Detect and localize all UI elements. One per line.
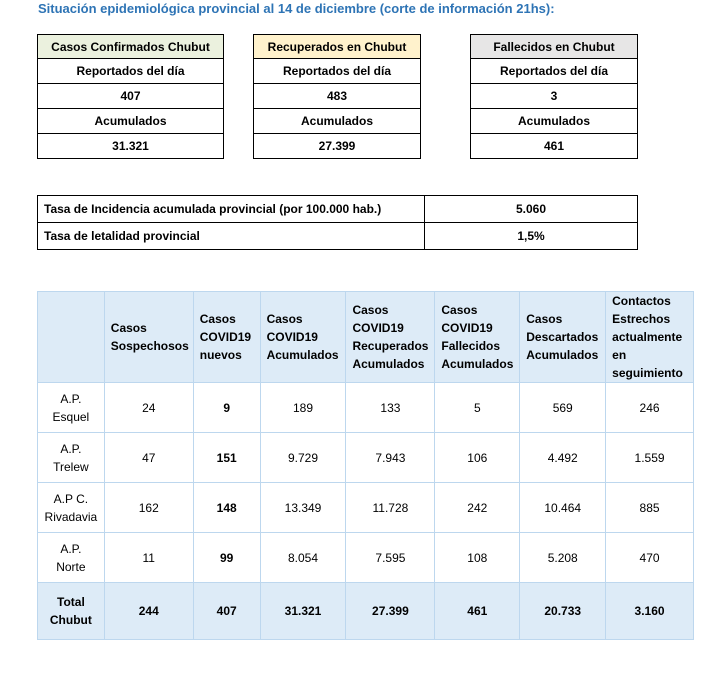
confirmed-daily-value: 407: [38, 84, 224, 109]
incidence-rate-row: [38, 196, 638, 223]
cell-contacts: 470: [606, 533, 694, 583]
cell-deceased: 108: [435, 533, 520, 583]
total-cumulative: 31.321: [260, 583, 346, 640]
table-row: [38, 433, 694, 483]
recovered-box: [253, 34, 421, 159]
recovered-daily-label: Reportados del día: [254, 59, 421, 84]
header-suspected: Casos Sospechosos: [104, 292, 193, 383]
cell-recovered: 11.728: [346, 483, 435, 533]
row-area: A.P C. Rivadavia: [38, 483, 105, 533]
rates-table: [37, 195, 638, 250]
confirmed-daily-label: Reportados del día: [38, 59, 224, 84]
page-title: Situación epidemiológica provincial al 14 de diciembre (corte de información 21hs):: [38, 1, 555, 16]
deceased-header: Fallecidos en Chubut: [471, 35, 638, 59]
total-new: 407: [193, 583, 260, 640]
cell-discarded: 569: [520, 383, 606, 433]
cell-cumulative: 9.729: [260, 433, 346, 483]
deceased-cumulative-label: Acumulados: [471, 109, 638, 134]
cell-new: 151: [193, 433, 260, 483]
recovered-cumulative-value: 27.399: [254, 134, 421, 159]
total-suspected: 244: [104, 583, 193, 640]
incidence-rate-value: 5.060: [425, 196, 638, 223]
lethality-rate-row: [38, 223, 638, 250]
recovered-cumulative-label: Acumulados: [254, 109, 421, 134]
confirmed-cumulative-label: Acumulados: [38, 109, 224, 134]
total-discarded: 20.733: [520, 583, 606, 640]
confirmed-cumulative-value: 31.321: [38, 134, 224, 159]
deceased-daily-value: 3: [471, 84, 638, 109]
lethality-rate-value: 1,5%: [425, 223, 638, 250]
confirmed-header: Casos Confirmados Chubut: [38, 35, 224, 59]
total-deceased: 461: [435, 583, 520, 640]
header-cumulative: Casos COVID19 Acumulados: [260, 292, 346, 383]
header-new: Casos COVID19 nuevos: [193, 292, 260, 383]
total-label: Total Chubut: [38, 583, 105, 640]
header-discarded: Casos Descartados Acumulados: [520, 292, 606, 383]
cell-contacts: 1.559: [606, 433, 694, 483]
deceased-box: [470, 34, 638, 159]
cases-by-area-table: [37, 291, 694, 640]
cell-recovered: 133: [346, 383, 435, 433]
row-area: A.P. Esquel: [38, 383, 105, 433]
table-header-row: [38, 292, 694, 383]
table-row: [38, 483, 694, 533]
lethality-rate-label: Tasa de letalidad provincial: [38, 223, 425, 250]
cell-recovered: 7.943: [346, 433, 435, 483]
cell-new: 9: [193, 383, 260, 433]
total-row: [38, 583, 694, 640]
recovered-header: Recuperados en Chubut: [254, 35, 421, 59]
cell-cumulative: 189: [260, 383, 346, 433]
cell-deceased: 106: [435, 433, 520, 483]
table-row: [38, 533, 694, 583]
deceased-cumulative-value: 461: [471, 134, 638, 159]
row-area: A.P. Norte: [38, 533, 105, 583]
cell-discarded: 10.464: [520, 483, 606, 533]
header-area: [38, 292, 105, 383]
cell-deceased: 5: [435, 383, 520, 433]
confirmed-cases-box: [37, 34, 224, 159]
cell-suspected: 47: [104, 433, 193, 483]
row-area: A.P. Trelew: [38, 433, 105, 483]
cell-contacts: 885: [606, 483, 694, 533]
cell-new: 99: [193, 533, 260, 583]
cell-discarded: 5.208: [520, 533, 606, 583]
cell-recovered: 7.595: [346, 533, 435, 583]
cell-cumulative: 13.349: [260, 483, 346, 533]
cell-cumulative: 8.054: [260, 533, 346, 583]
cell-suspected: 11: [104, 533, 193, 583]
cell-suspected: 24: [104, 383, 193, 433]
cell-suspected: 162: [104, 483, 193, 533]
header-contacts: Contactos Estrechos actualmente en seguimiento: [606, 292, 694, 383]
incidence-rate-label: Tasa de Incidencia acumulada provincial (por 100.000 hab.): [38, 196, 425, 223]
header-deceased: Casos COVID19 Fallecidos Acumulados: [435, 292, 520, 383]
deceased-daily-label: Reportados del día: [471, 59, 638, 84]
total-recovered: 27.399: [346, 583, 435, 640]
header-recovered: Casos COVID19 Recuperados Acumulados: [346, 292, 435, 383]
cell-new: 148: [193, 483, 260, 533]
recovered-daily-value: 483: [254, 84, 421, 109]
total-contacts: 3.160: [606, 583, 694, 640]
cell-deceased: 242: [435, 483, 520, 533]
cell-discarded: 4.492: [520, 433, 606, 483]
table-row: [38, 383, 694, 433]
cell-contacts: 246: [606, 383, 694, 433]
